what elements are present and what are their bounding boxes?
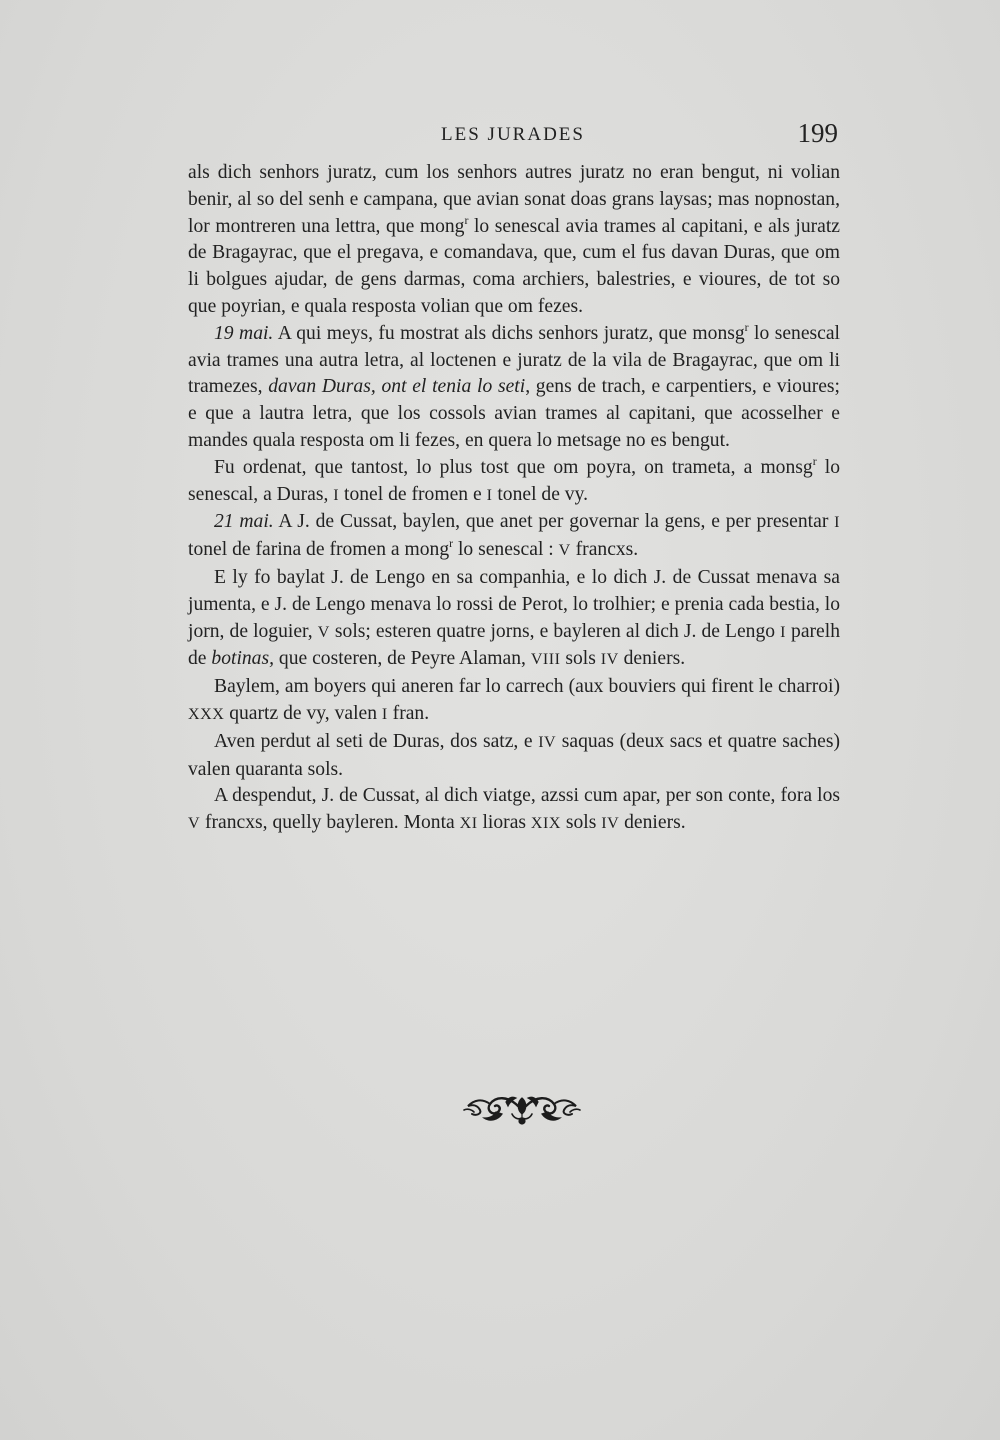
- paragraph-8: A despendut, J. de Cussat, al dich viatge, azssi cum apar, per son conte, fora los V francxs, quelly bayleren. Monta XI lioras XIX sols IV deniers.: [188, 785, 840, 834]
- running-title: LES JURADES: [441, 124, 585, 145]
- entry-date: 19 mai.: [214, 322, 274, 344]
- page-number: 199: [797, 118, 838, 148]
- paragraph-1: als dich senhors juratz, cum los senhors autres juratz no eran bengut, ni volian benir, al so del senh e campana, que avian sonat doas grans laysas; mas nopnostan, lor montreren una lettra, que mong$^r$ lo senescal avia trames al capitani, e als juratz de Bragayrac, que el pregava, e comandava, que, cum el fus davan Duras, que om li bolgues ajudar, de gens darmas, coma archiers, balestries, e vioures, de tot so que poyrian, e quala resposta volian que om fezes.: [188, 162, 840, 317]
- body-text: [188, 160, 840, 838]
- entry-date: 21 mai.: [214, 511, 274, 533]
- paragraph-4: 21 mai. A J. de Cussat, baylen, que anet per governar la gens, e per presentar I tonel de farina de fromen a mong$^r$ lo senescal : V francxs.: [188, 511, 841, 561]
- paragraph-6: Baylem, am boyers qui aneren far lo carrech (aux bouviers qui firent le charroi) XXX quartz de vy, valen I fran.: [188, 676, 840, 724]
- paragraph-3: Fu ordenat, que tantost, lo plus tost que om poyra, on trameta, a monsg$^r$ lo senescal, a Duras, I tonel de fromen e I tonel de vy.: [188, 454, 840, 505]
- ornament-icon: [462, 1088, 582, 1132]
- paragraph-7: Aven perdut al seti de Duras, dos satz, e IV saquas (deux sacs et quatre saches) valen quaranta sols.: [188, 730, 840, 780]
- running-header: [188, 118, 838, 158]
- paragraph-5: E ly fo baylat J. de Lengo en sa companhia, e lo dich J. de Cussat menava sa jumenta, e J. de Lengo menava lo rossi de Perot, lo trolhier; e prenia cada bestia, lo jorn, de loguier, V sols; esteren quatre jorns, e bayleren al dich J. de Lengo I parelh de botinas, que costeren, de Peyre Alaman, VIII sols IV deniers.: [188, 566, 840, 670]
- paragraph-2: 19 mai. A qui meys, fu mostrat als dichs senhors juratz, que monsg$^r$ lo senescal avia trames una autra letra, al loctenen e juratz de la vila de Bragayrac, que om li tramezes, davan Duras, ont el tenia lo seti, gens de trach, e carpentiers, e vioures; e que a lautra letra, que los cossols avian trames al capitani, que acosselher e mandes quala resposta om li fezes, en quera lo metsage no es bengut.: [188, 320, 841, 451]
